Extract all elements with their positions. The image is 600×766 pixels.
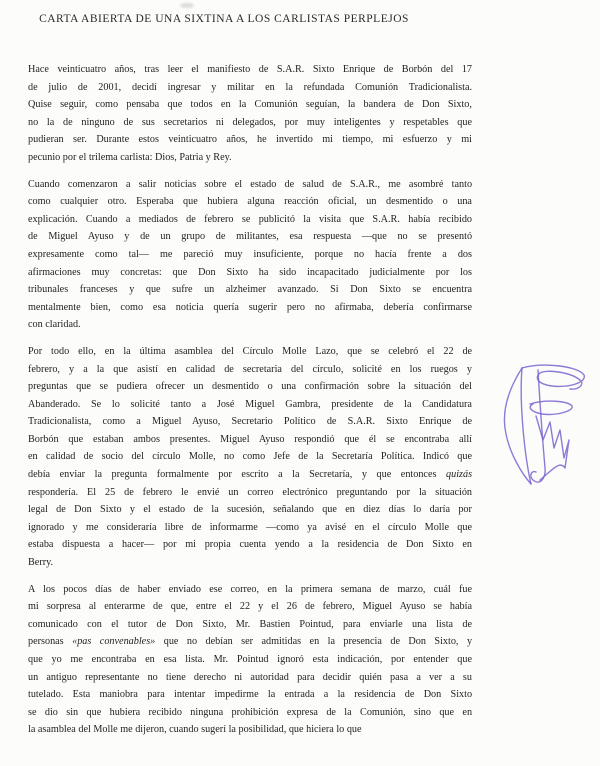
text-line: legal de Don Sixto y el estado de la sucesión, señalando que en diez días lo daría por — [28, 504, 472, 516]
text-line: tutelado. Esta maniobra para intentar impedirme la entrada a la residencia de Don Sixto — [28, 689, 473, 701]
text-line: se dio sin que hubiera recibido ninguna prohibición expresa de la Comunión, sino que en — [28, 706, 473, 718]
text-line: un antiguo representante no tiene derecho ni autoridad para decidir quién pasa a ver a su — [28, 671, 472, 683]
text-line: Abanderado. Se lo solicité tanto a José Miguel Gambra, presidente de la Candidatura — [28, 398, 472, 410]
paragraph — [28, 343, 472, 572]
text-line: no la de ninguno de sus secretarios ni delegados, por muy inteligentes y respetables que — [28, 116, 472, 128]
text-line: con claridad. — [28, 319, 81, 331]
text-line: Cuando comenzaron a salir noticias sobre el estado de salud de S.A.R., me asombré tanto — [28, 178, 473, 190]
letter-body — [28, 61, 472, 748]
text-line: Hace veinticuatro años, tras leer el manifiesto de S.A.R. Sixto Enrique de Borbón del 17 — [28, 64, 473, 75]
text-line: respondería. El 25 de febrero le envié un correo electrónico preguntando por la situación — [28, 486, 473, 498]
text-line: personas «pas convenables» que no debían ser admitidas en la presencia de Don Sixto, y — [28, 636, 473, 648]
text-line: Tradicionalista, como a Miguel Ayuso, Secretario Político de S.A.R. Sixto Enrique de — [28, 416, 473, 428]
handwritten-signature-scribble — [498, 360, 592, 494]
text-line: mentalmente bien, como esa noticia quería sugerir pero no afirmaba, debería confirmarse — [28, 301, 473, 313]
text-line: ignorado y me consideraría libre de informarme —como ya avisé en el círculo Molle que — [28, 521, 473, 533]
text-line: como cualquier otro. Esperaba que hubiera alguna reacción oficial, un desmentido o una — [28, 196, 472, 208]
text-line: afirmaciones muy concretas: que Don Sixto ha sido incapacitado judicialmente por los — [28, 266, 472, 278]
paragraph — [28, 61, 472, 167]
paragraph — [28, 176, 472, 334]
text-line: pecunio por el trilema carlista: Dios, Patria y Rey. — [28, 151, 232, 163]
text-line: estaba dispuesta a hacer— por mi propia cuenta yendo a la residencia de Don Sixto en — [28, 539, 473, 551]
text-line: mi sorpresa al enterarme de que, entre el 22 y el 26 de febrero, Miguel Ayuso se había — [28, 601, 472, 613]
letter-title: CARTA ABIERTA DE UNA SIXTINA A LOS CARLISTAS PERPLEJOS — [39, 13, 409, 25]
paragraph — [28, 581, 472, 739]
text-line: pudieran ser. Durante estos veinticuatro años, he invertido mi tiempo, mi esfuerzo y mi — [28, 134, 472, 146]
text-line: expresamente como tal— me pareció muy insuficiente, porque no hacía frente a dos — [28, 248, 472, 260]
text-line: Berry. — [28, 557, 54, 569]
text-line: preguntas que se pudiera ofrecer un desmentido o una confirmación sobre la situación del — [28, 381, 472, 393]
scan-smudge — [180, 3, 194, 8]
text-line: Por todo ello, en la última asamblea del Círculo Molle Lazo, que se celebró el 22 de — [28, 345, 473, 357]
text-line: Quise seguir, como pensaba que todos en la Comunión seguían, la bandera de Don Sixto, — [28, 99, 472, 111]
text-line: la asamblea del Molle me dijeron, cuando sugerí la posibilidad, que hiciera lo que — [28, 724, 362, 736]
text-line: que yo me encontraba en esa lista. Mr. Pointud ignoró esta indicación, por entender que — [28, 654, 472, 665]
text-line: en calidad de socio del círculo Molle, no como Jefe de la Secretaría Política. Indicó que — [28, 451, 472, 463]
text-line: A los pocos días de haber enviado ese correo, en la primera semana de marzo, cuál fue — [28, 583, 472, 595]
text-line: de julio de 2001, decidí ingresar y militar en la refundada Comunión Tradicionalista. — [28, 81, 473, 93]
text-line: de Miguel Ayuso y de un grupo de militantes, esa respuesta —que no se presentó — [28, 231, 473, 243]
text-line: debía enviar la pregunta formalmente por escrito a la Secretaría, y que entonces quizás — [28, 469, 473, 481]
text-line: explicación. Cuando a mediados de febrero se publicitó la visita que S.A.R. había recibido — [28, 213, 473, 225]
text-line: Borbón que estaban ambos presentes. Miguel Ayuso respondió que él se encontraba allí — [28, 433, 472, 445]
text-line: comunicado con el tutor de Don Sixto, Mr. Bastien Pointud, para enviarle una lista de — [28, 618, 473, 630]
text-line: febrero, y a la que asistí en calidad de secretaria del círculo, solicité en los ruegos y — [28, 363, 472, 375]
text-line: tribunales franceses y que sufre un alzheimer avanzado. Si Don Sixto se encuentra — [28, 284, 473, 296]
